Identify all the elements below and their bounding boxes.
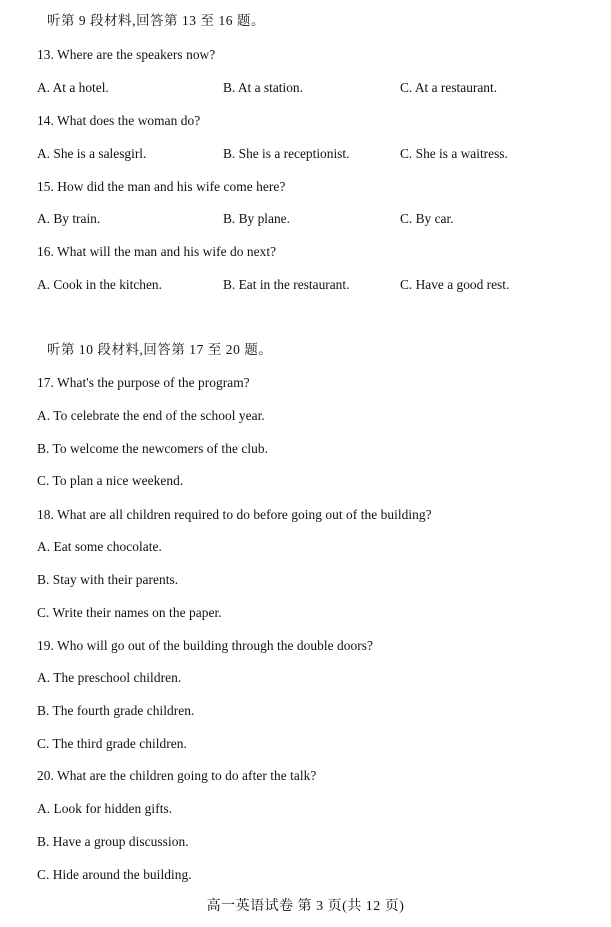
section-10-header: 听第 10 段材料,回答第 17 至 20 题。 — [47, 342, 273, 357]
question-13: 13. Where are the speakers now? — [37, 47, 216, 62]
option-c: C. At a restaurant. — [400, 80, 498, 95]
question-18-option-a: A. Eat some chocolate. — [37, 539, 162, 554]
question-17-option-c: C. To plan a nice weekend. — [37, 473, 184, 488]
option-b: B. Eat in the restaurant. — [223, 277, 350, 292]
question-19: 19. Who will go out of the building through the double doors? — [37, 638, 374, 653]
question-18-option-c: C. Write their names on the paper. — [37, 605, 222, 620]
question-17-option-b: B. To welcome the newcomers of the club. — [37, 441, 268, 456]
question-17-option-a: A. To celebrate the end of the school year. — [37, 408, 265, 423]
question-18-option-b: B. Stay with their parents. — [37, 572, 179, 587]
option-c: C. Have a good rest. — [400, 277, 510, 292]
question-20: 20. What are the children going to do after the talk? — [37, 768, 317, 783]
question-20-option-c: C. Hide around the building. — [37, 867, 192, 882]
option-b: B. By plane. — [223, 211, 290, 226]
option-a: A. Cook in the kitchen. — [37, 277, 162, 292]
option-a: A. She is a salesgirl. — [37, 146, 147, 161]
option-a: A. By train. — [37, 211, 101, 226]
question-19-option-c: C. The third grade children. — [37, 736, 187, 751]
question-19-option-b: B. The fourth grade children. — [37, 703, 195, 718]
question-20-option-b: B. Have a group discussion. — [37, 834, 189, 849]
page-footer: 高一英语试卷 第 3 页(共 12 页) — [206, 899, 405, 914]
question-19-option-a: A. The preschool children. — [37, 670, 182, 685]
option-a: A. At a hotel. — [37, 80, 109, 95]
section-9-header: 听第 9 段材料,回答第 13 至 16 题。 — [47, 13, 266, 28]
question-17: 17. What's the purpose of the program? — [37, 375, 250, 390]
option-c: C. She is a waitress. — [400, 146, 508, 161]
question-16: 16. What will the man and his wife do next? — [37, 244, 277, 259]
question-15: 15. How did the man and his wife come here? — [37, 179, 286, 194]
question-14: 14. What does the woman do? — [37, 113, 201, 128]
option-c: C. By car. — [400, 211, 454, 226]
option-b: B. At a station. — [223, 80, 303, 95]
option-b: B. She is a receptionist. — [223, 146, 350, 161]
question-20-option-a: A. Look for hidden gifts. — [37, 801, 173, 816]
question-18: 18. What are all children required to do before going out of the building? — [37, 507, 432, 522]
